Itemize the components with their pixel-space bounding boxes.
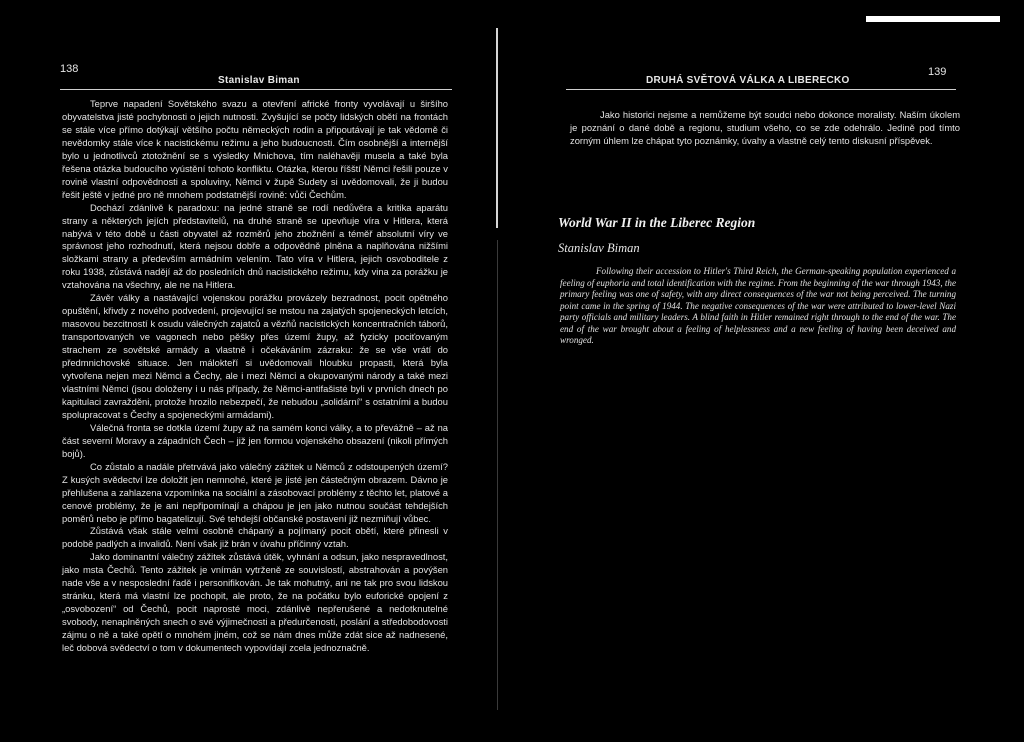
paragraph: Zůstává však stále velmi osobně chápaný a pojímaný pocit obětí, které přinesli v podobě padlých a invalidů. Není však již brán v úvahu příčinný vztah.: [62, 525, 448, 550]
paragraph: Jako historici nejsme a nemůžeme být soudci nebo dokonce moralisty. Naším úkolem je poznání o dané době a regionu, studium všeho, co se zde odehrálo. Jedině pod tímto zorným úhlem lze chápat tyto poznámky, úvahy a vlastně celý tento diskusní příspěvek.: [570, 109, 960, 146]
book-gutter-shadow: [497, 240, 498, 710]
right-page-number: 139: [928, 66, 947, 78]
book-gutter: [496, 28, 498, 228]
right-header-rule: [566, 89, 956, 90]
left-body-text: [62, 98, 448, 655]
english-abstract: [560, 266, 956, 347]
left-page-number: 138: [60, 63, 79, 75]
left-running-head: Stanislav Biman: [218, 75, 300, 86]
english-summary-author: Stanislav Biman: [558, 241, 640, 255]
paragraph: Závěr války a nastávající vojenskou porážku provázely bezradnost, pocit opětného opuštění, křivdy z nového podvedení, projevující se mstou na zajatých spojeneckých letcích, masovou bezcitností k osudu válečných zajatců a vězňů nacistických koncentračních táborů, transportovaných ve vagonech nebo pěšky přes území župy, až fyzicky pociťovaným strachem ze sovětské armády a vlastně i očekáváním zázraku: že se vše vrátí do předmnichovské situace. Jen málokteří si uvědomovali hloubku propasti, která byla vytvořena nejen mezi Němci a Čechy, ale i mezi Němci a okupovanými národy a také mezi vlastními Němci (jsou doloženy i u nás případy, že Němci-antifašisté byli v prvních dnech po kapitulaci zavražděni, protože hrozilo nebezpečí, že nebudou „solidární“ s ostatními a budou spolupracovat s Čechy a spojeneckými armádami).: [62, 292, 448, 420]
paragraph: Dochází zdánlivě k paradoxu: na jedné straně se rodí nedůvěra a kritika aparátu strany a některých jejích představitelů, na druhé straně se upevňuje víra v Hitlera, která nabývá v této době u části obyvatel až rozměrů jeho zbožnění a téměř absolutní víry ve správnost jeho rozhodnutí, která nejsou dobře a odpovědně plněna a naplňována nižšími složkami strany a především armádním velením. Tato víra v Hitlera, jejich osvoboditele z roku 1938, zůstává nadějí až do posledních dnů nacistického režimu, kdy vina za porážku je vztahována na všechny, ale ne na Hitlera.: [62, 201, 448, 291]
right-body-text: [570, 109, 960, 148]
left-header-rule: [60, 89, 452, 90]
abstract-paragraph: Following their accession to Hitler's Third Reich, the German-speaking population experienced a feeling of euphoria and total identification with the regime. From the beginning of the war through 1943, the primary feeling was one of safety, with any direct consequences of the war not being perceived. The turning point came in the spring of 1944. The negative consequences of the war were attributed to lower-level Nazi party officials and military leaders. A blind faith in Hitler remained right through to the end of the war. The end of the war brought about a feeling of helplessness and a new feeling of having been deceived and wronged.: [560, 266, 956, 345]
paragraph: Válečná fronta se dotkla území župy až na samém konci války, a to převážně – až na část severní Moravy a západních Čech – již jen formou vojenského obsazení (nikoli přímých bojů).: [62, 421, 448, 459]
paragraph: Jako dominantní válečný zážitek zůstává útěk, vyhnání a odsun, jako nespravedlnost, jako msta Čechů. Tento zážitek je vnímán vytrženě ze souvislostí, abstrahován a povýšen nade vše a v nesposlední řadě i personifikován. Je tak mohutný, ani ne tak pro svou lidskou stránku, která má vlastní lze pochopit, ale proto, že na počátku bylo euforické opojení z „osvobození“ od Čechů, pocit naprosté moci, zdánlivě nepřerušené a nedotknutelné svobody, nenaplněných snech o své výjimečnosti a předurčenosti, poslání a středobodovosti zájmu o ně a také opětí o mnohém jiném, což se nám dnes může zdát sice až nadnesené, leč dobová svědectví o tom v dokumentech vypovídají zcela jednoznačně.: [62, 551, 448, 654]
paragraph: Co zůstalo a nadále přetrvává jako válečný zážitek u Němců z odstoupených území? Z kusých svědectví lze doložit jen nemnohé, které je jisté jen částečným obrazem. Dávno je přehlušena a zahlazena vzpomínka na sociální a zásobovací problémy z těchto let, platové a cenové problémy, že je ani nepřipomínají a chápou je jen jako nutnou součást tehdejších poměrů nebo je přímo bagatelizují. Své tehdejší občanské postavení již nezmiňují vůbec.: [62, 460, 448, 524]
english-summary-title: World War II in the Liberec Region: [558, 215, 756, 230]
right-running-head: DRUHÁ SVĚTOVÁ VÁLKA A LIBERECKO: [646, 75, 850, 86]
paragraph: Teprve napadení Sovětského svazu a otevření africké fronty vyvolávají u širšího obyvatelstva jisté pochybnosti o jejich nutnosti. Zvyšující se počty lidských obětí na frontách se stále více přímo dotýkají většího počtu německých rodin a připoutávají je tak vědomě či nevědomky stále více k nacistickému režimu a jeho budoucnosti. Čím osobnější a internější bylo u jednotlivců ztotožnění se s výsledky Mnichova, tím naléhavěji musela a také byla řešena otázka budoucího vyústění tohoto konfliktu. Otázka, kterou říšští Němci řešili pouze v rovině vlastní odpovědnosti a spoluviny, Němci v župě Sudety si uvědomovali, že ji budou řešit ještě v jedné pro ně mnohem podstatnější rovině: vůči Čechům.: [62, 98, 448, 200]
left-page: [0, 0, 496, 742]
